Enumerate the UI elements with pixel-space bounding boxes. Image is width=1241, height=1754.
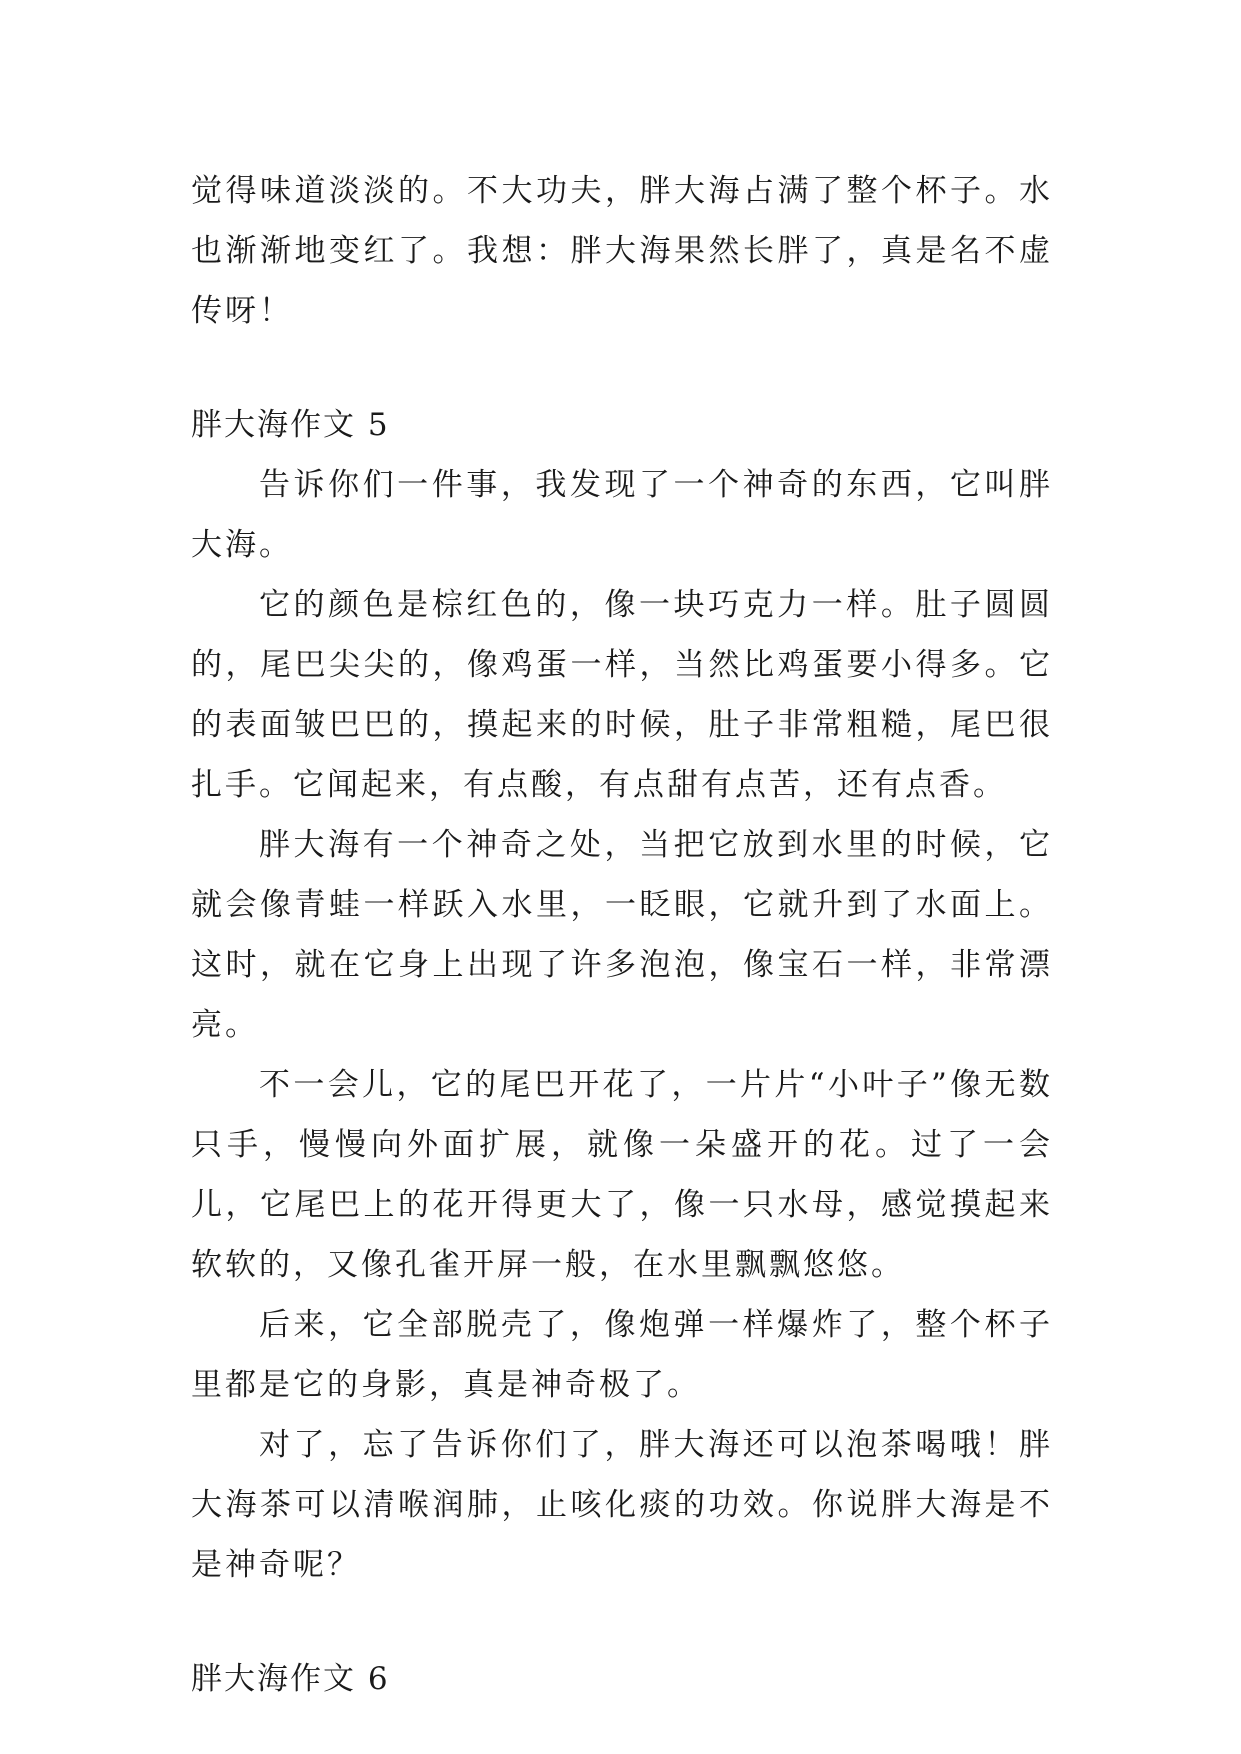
section-5-paragraph-5: 后来，它全部脱壳了，像炮弹一样爆炸了，整个杯子里都是它的身影，真是神奇极了。 — [191, 1307, 1053, 1403]
section-gap — [191, 341, 1053, 395]
section-5-title: 胖大海作文 5 — [191, 407, 390, 443]
section-5-paragraph-2: 它的颜色是棕红色的，像一块巧克力一样。肚子圆圆的，尾巴尖尖的，像鸡蛋一样，当然比鸡蛋要小得多。它的表面皱巴巴的，摸起来的时候，肚子非常粗糙，尾巴很扎手。它闻起来，有点酸，有点甜有点苦，还有点香。 — [191, 587, 1053, 803]
section-gap — [191, 1595, 1053, 1649]
document-body — [191, 161, 1053, 1709]
section-6-title: 胖大海作文 6 — [191, 1661, 390, 1697]
continuation-paragraph: 觉得味道淡淡的。不大功夫，胖大海占满了整个杯子。水也渐渐地变红了。我想：胖大海果然长胖了，真是名不虚传呀！ — [191, 173, 1053, 329]
section-5-paragraph-4: 不一会儿，它的尾巴开花了，一片片“小叶子”像无数只手，慢慢向外面扩展，就像一朵盛开的花。过了一会儿，它尾巴上的花开得更大了，像一只水母，感觉摸起来软软的，又像孔雀开屏一般，在水里飘飘悠悠。 — [191, 1067, 1053, 1283]
section-5-paragraph-1: 告诉你们一件事，我发现了一个神奇的东西，它叫胖大海。 — [191, 467, 1053, 563]
section-5-paragraph-6: 对了，忘了告诉你们了，胖大海还可以泡茶喝哦！胖大海茶可以清喉润肺，止咳化痰的功效。你说胖大海是不是神奇呢？ — [191, 1427, 1053, 1583]
section-5-paragraph-3: 胖大海有一个神奇之处，当把它放到水里的时候，它就会像青蛙一样跃入水里，一眨眼，它就升到了水面上。这时，就在它身上出现了许多泡泡，像宝石一样，非常漂亮。 — [191, 827, 1053, 1043]
